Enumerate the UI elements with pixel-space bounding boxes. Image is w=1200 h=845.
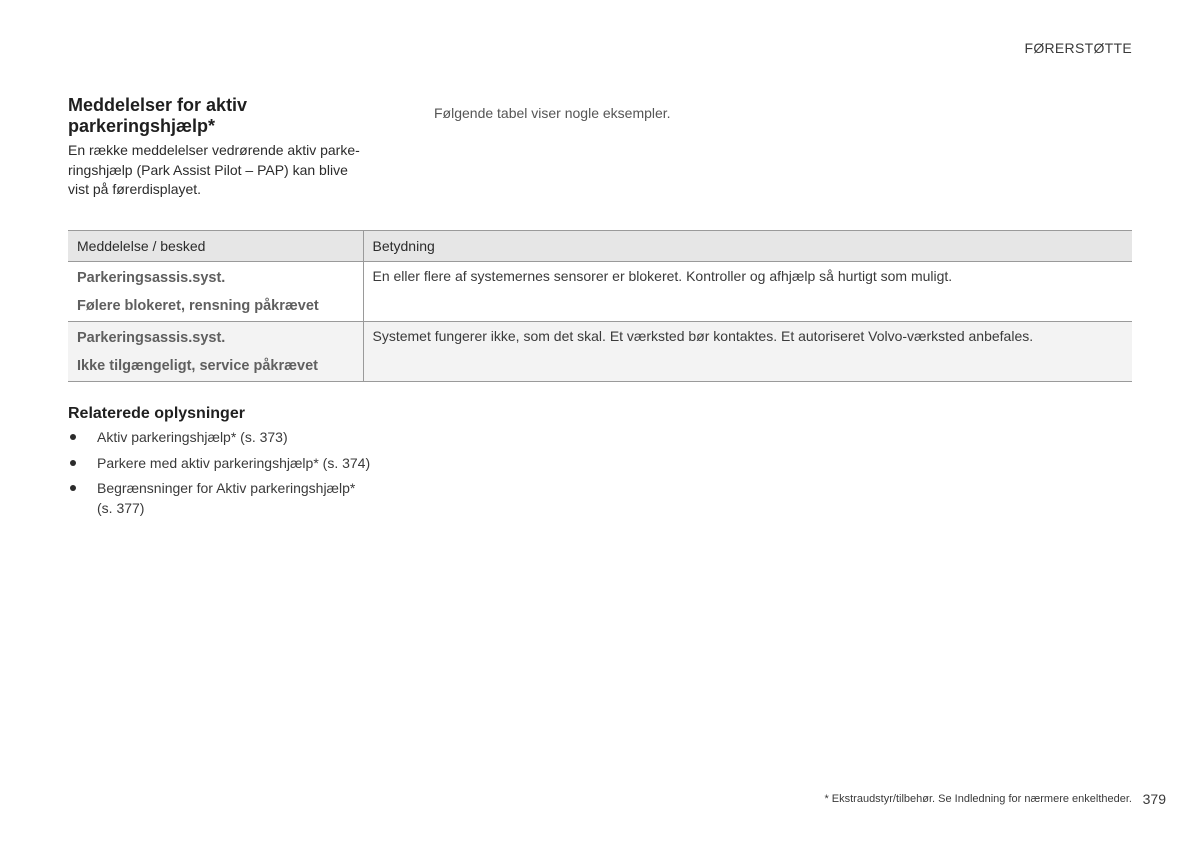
table-row <box>68 262 1132 322</box>
intro-line: ringshjælp (Park Assist Pilot – PAP) kan blive <box>68 161 348 178</box>
page-title: Meddelelser for aktiv parkeringshjælp* <box>68 95 248 136</box>
related-link-text[interactable]: Begrænsninger for Aktiv parkeringshjælp* <box>97 480 356 496</box>
intro-line: vist på førerdisplayet. <box>68 181 202 197</box>
page-number: 379 <box>1142 791 1166 807</box>
related-link[interactable] <box>68 454 388 474</box>
meaning-text: En eller flere af systemernes sensorer er blokeret. Kontroller og afhjælp så hurtigt som muligt. <box>372 268 953 284</box>
table-header-row <box>68 231 1132 262</box>
section-header: FØRERSTØTTE <box>1024 40 1132 56</box>
message-cell <box>68 262 363 322</box>
intro-paragraph <box>68 141 388 200</box>
column-header-meaning: Betydning <box>363 231 1132 262</box>
table-intro: Følgende tabel viser nogle eksempler. <box>434 105 671 121</box>
related-link-text[interactable]: Parkere med aktiv parkeringshjælp* (s. 374) <box>97 454 371 471</box>
message-line: Følere blokeret, rensning påkrævet <box>77 298 319 314</box>
bullet-icon <box>70 434 76 440</box>
bullet-icon <box>70 460 76 466</box>
meaning-text: Systemet fungerer ikke, som det skal. Et værksted bør kontaktes. Et autoriseret Volvo-værksted anbefales. <box>372 328 1034 344</box>
meaning-cell <box>363 262 1132 322</box>
message-line: Parkeringsassis.syst. <box>77 270 226 286</box>
related-link[interactable] <box>68 479 388 518</box>
related-info-list <box>68 428 388 524</box>
related-link[interactable] <box>68 428 388 448</box>
meaning-cell <box>363 322 1132 382</box>
message-line: Parkeringsassis.syst. <box>77 330 226 346</box>
message-line: Ikke tilgængeligt, service påkrævet <box>77 358 318 374</box>
table-row <box>68 322 1132 382</box>
column-header-message: Meddelelse / besked <box>68 231 363 262</box>
related-link-text[interactable]: Aktiv parkeringshjælp* (s. 373) <box>97 429 288 445</box>
message-cell <box>68 322 363 382</box>
messages-table <box>68 230 1132 382</box>
related-info-heading: Relaterede oplysninger <box>68 405 245 422</box>
related-link-text[interactable]: (s. 377) <box>97 499 145 516</box>
bullet-icon <box>70 485 76 491</box>
footnote: * Ekstraudstyr/tilbehør. Se Indledning for nærmere enkeltheder. <box>824 793 1132 805</box>
intro-line: En række meddelelser vedrørende aktiv parke- <box>68 142 360 158</box>
